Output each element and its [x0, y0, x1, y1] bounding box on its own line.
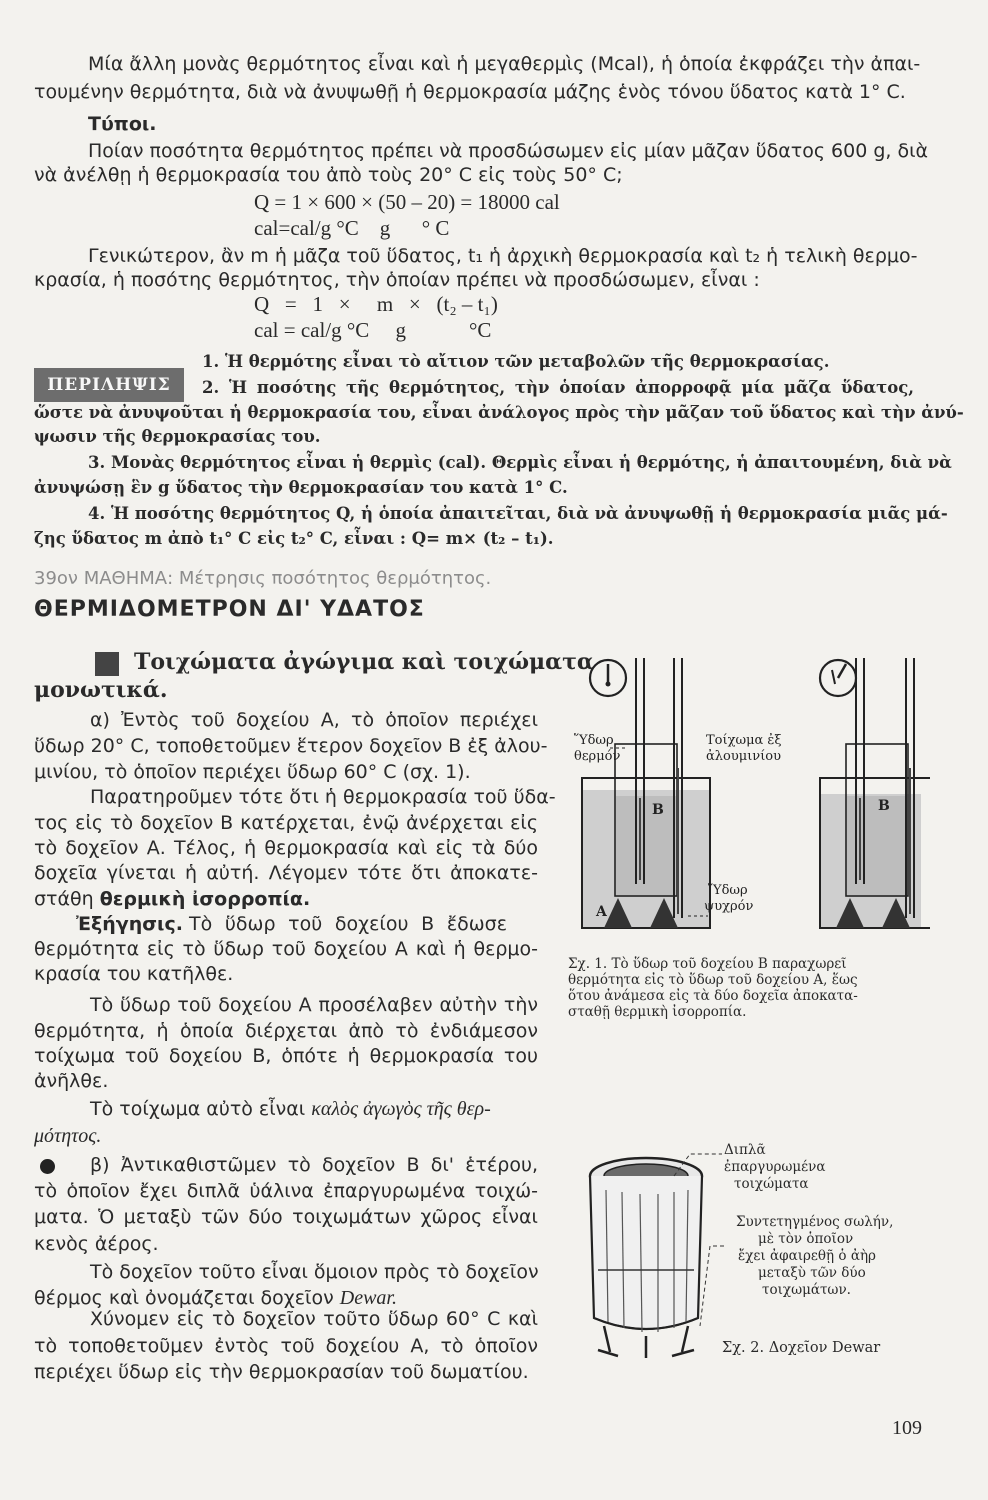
body-b-2: τοίχωμα τοῦ δοχείου Β, ὁπότε ἡ θερμοκρασία του — [34, 1045, 538, 1067]
body-c-0: β) Ἀντικαθιστῶμεν τὸ δοχεῖον Β δι' ἑτέρου, — [90, 1154, 538, 1176]
general-line-1: Γενικώτερον, ἂν m ἡ μᾶζα τοῦ ὕδατος, t₁ ἡ ἀρχικὴ θερμοκρασία καὶ t₂ ἡ τελικὴ θερμο- — [88, 245, 918, 267]
figure-1-caption-0: Σχ. 1. Τὸ ὕδωρ τοῦ δοχείου Β παραχωρεῖ — [568, 956, 847, 972]
example-line-2: νὰ ἀνέλθῃ ἡ θερμοκρασία του ἀπὸ τοὺς 20° C εἰς τοὺς 50° C; — [34, 164, 623, 186]
figure-1-caption-1: θερμότητα εἰς τὸ ὕδωρ τοῦ δοχείου Α, ἕως — [568, 972, 858, 988]
formula-1: Q = 1 × 600 × (50 – 20) = 18000 cal — [254, 190, 560, 214]
fig2-label2-3: μεταξὺ τῶν δύο — [758, 1265, 866, 1281]
container-a-mark: A — [596, 904, 607, 920]
units-1: cal=cal/g °C g ° C — [254, 216, 450, 240]
body-e-0: Χύνομεν εἰς τὸ δοχεῖον τοῦτο ὕδωρ 60° C καὶ — [90, 1308, 538, 1330]
units-2: cal = cal/g °C g °C — [254, 318, 492, 342]
bullet-icon — [40, 1159, 55, 1174]
body-a-2: μινίου, τὸ ὁποῖον περιέχει ὕδωρ 60° C (σχ. 1). — [34, 761, 471, 783]
body-a-5: τὸ δοχεῖον Α. Τέλος, ἡ θερμοκρασία καὶ εἰς τὰ δύο — [34, 837, 538, 859]
label-aluminum-wall-1: Τοίχωμα ἐξ — [706, 733, 782, 748]
conductor-line — [90, 1097, 491, 1121]
subsection-title-1: Τοιχώματα ἀγώγιμα καὶ τοιχώματα — [134, 649, 594, 675]
body-a-0: α) Ἐντὸς τοῦ δοχείου Α, τὸ ὁποῖον περιέχει — [90, 709, 538, 731]
summary-point-2a: 2. Ἡ ποσότης τῆς θερμότητος, τὴν ὁποίαν ἀπορροφᾷ μία μᾶζα ὕδατος, — [202, 378, 914, 397]
explanation-1: θερμότητα εἰς τὸ ὕδωρ τοῦ δοχείου Α καὶ ἡ θερμο- — [34, 938, 538, 960]
summary-banner: ΠΕΡΙΛΗΨΙΣ — [34, 368, 184, 402]
body-a-last-prefix: στάθη — [34, 888, 100, 910]
label-hot-water-1: Ὕδωρ — [574, 733, 614, 748]
figure-1-left-setup — [582, 658, 710, 928]
body-a-3: Παρατηροῦμεν τότε ὅτι ἡ θερμοκρασία τοῦ ὕδα- — [90, 786, 556, 808]
good-conductor-term: καλὸς ἀγωγὸς τῆς θερ- — [311, 1098, 491, 1120]
types-heading: Τύποι. — [88, 113, 157, 135]
figure-1-right-setup — [820, 658, 930, 928]
thermal-equilibrium-term: θερμικὴ ἰσορροπία. — [99, 888, 311, 910]
label-hot-water-2: θερμόν — [574, 749, 621, 764]
fig2-label2-0: Συντετηγμένος σωλήν, — [736, 1214, 894, 1230]
section-marker-icon — [95, 652, 119, 676]
conductor-italic-2: μότητος. — [34, 1125, 102, 1147]
formula-2: Q = 1 × m × (t₂ – t₁) — [254, 292, 498, 316]
explanation-2: κρασία του κατῆλθε. — [34, 963, 234, 985]
body-c-3: κενὸς ἀέρος. — [34, 1233, 159, 1255]
body-c-2: ματα. Ὁ μεταξὺ τῶν δύο τοιχωμάτων χῶρος εἶναι — [34, 1206, 538, 1228]
body-b-0: Τὸ ὕδωρ τοῦ δοχείου Α προσέλαβεν αὐτὴν τὴν — [90, 994, 538, 1016]
summary-point-4b: ζης ὕδατος m ἀπὸ t₁° C εἰς t₂° C, εἶναι : Q= m× (t₂ – t₁). — [34, 529, 554, 548]
fig2-label2-1: μὲ τὸν ὁποῖον — [758, 1231, 854, 1247]
dewar-term: Dewar. — [339, 1287, 397, 1309]
fig2-label2-2: ἔχει ἀφαιρεθῇ ὁ ἀὴρ — [738, 1248, 876, 1264]
explanation-line — [76, 912, 507, 936]
body-d-2-prefix: θέρμος καὶ ὀνομάζεται δοχεῖον — [34, 1287, 340, 1309]
label-cold-water-1: Ὕδωρ — [708, 883, 748, 898]
fig2-label1-0: Διπλᾶ — [724, 1142, 766, 1158]
label-cold-water-2: ψυχρόν — [704, 899, 754, 914]
body-e-1: τὸ τοποθετοῦμεν ἐντὸς τοῦ δοχείου Α, τὸ ὁποῖον — [34, 1335, 538, 1357]
summary-point-2c: ψωσιν τῆς θερμοκρασίας του. — [34, 427, 321, 446]
container-b-mark-right: B — [878, 798, 890, 814]
summary-point-3b: ἀνυψώσῃ ἓν g ὕδατος τὴν θερμοκρασίαν του κατὰ 1° C. — [34, 478, 568, 497]
conductor-prefix: Τὸ τοίχωμα αὐτὸ εἶναι — [90, 1098, 312, 1120]
section-title: ΘΕΡΜΙΔΟΜΕΤΡΟΝ ΔΙ' ΥΔΑΤΟΣ — [34, 597, 425, 622]
example-line-1: Ποίαν ποσότητα θερμότητος πρέπει νὰ προσδώσωμεν εἰς μίαν μᾶζαν ὕδατος 600 g, διὰ — [88, 140, 929, 162]
summary-point-3a: 3. Μονὰς θερμότητος εἶναι ἡ θερμὶς (cal). Θερμὶς εἶναι ἡ θερμότης, ἡ ἀπαιτουμένη, διὰ νὰ — [88, 453, 952, 472]
fig2-label1-1: ἐπαργυρωμένα — [724, 1159, 826, 1175]
body-b-3: ἀνῆλθε. — [34, 1070, 109, 1092]
body-a-last — [34, 887, 310, 911]
body-c-1: τὸ ὁποῖον ἔχει διπλᾶ ὑάλινα ἐπαργυρωμένα τοιχώ- — [34, 1180, 538, 1202]
page-number: 109 — [892, 1417, 922, 1439]
summary-point-1: 1. Ἡ θερμότης εἶναι τὸ αἴτιον τῶν μεταβολῶν τῆς θερμοκρασίας. — [202, 352, 830, 371]
lesson-heading: 39ον ΜΑΘΗΜΑ: Μέτρησις ποσότητος θερμότητος. — [34, 568, 492, 589]
body-b-1: θερμότητα, ἡ ὁποία διέρχεται ἀπὸ τὸ ἐνδιάμεσον — [34, 1020, 538, 1042]
figure-1 — [570, 648, 930, 938]
explanation-label: Ἐξήγησις. — [76, 913, 183, 935]
intro-line-2: τουμένην θερμότητα, διὰ νὰ ἀνυψωθῇ ἡ θερμοκρασία μάζης ἑνὸς τόνου ὕδατος κατὰ 1° C. — [34, 81, 906, 103]
intro-line-1: Μία ἄλλη μονὰς θερμότητος εἶναι καὶ ἡ μεγαθερμὶς (Mcal), ἡ ὁποία ἐκφράζει τὴν ἀπαι- — [88, 53, 921, 75]
subsection-title-2: μονωτικά. — [34, 677, 168, 703]
explanation-0: Τὸ ὕδωρ τοῦ δοχείου Β ἔδωσε — [189, 913, 507, 935]
summary-point-2b: ὥστε νὰ ἀνυψοῦται ἡ θερμοκρασία του, εἶναι ἀνάλογος πρὸς τὴν μᾶζαν τοῦ ὕδατος καὶ τὴν ἀνύ- — [34, 403, 964, 422]
body-e-2: περιέχει ὕδωρ εἰς τὴν θερμοκρασίαν τοῦ δωματίου. — [34, 1361, 529, 1383]
body-a-4: τος εἰς τὸ δοχεῖον Β κατέρχεται, ἐνῷ ἀνέρχεται εἰς — [34, 812, 538, 834]
summary-point-4a: 4. Ἡ ποσότης θερμότητος Q, ἡ ὁποία ἀπαιτεῖται, διὰ νὰ ἀνυψωθῇ ἡ θερμοκρασία μιᾶς μά- — [88, 504, 948, 523]
container-b-mark: B — [652, 802, 664, 818]
body-a-6: δοχεῖα γίνεται ἡ αὐτή. Λέγομεν τότε ὅτι ἀποκατε- — [34, 862, 538, 884]
fig2-label1-2: τοιχώματα — [734, 1176, 809, 1192]
body-d-1: Τὸ δοχεῖον τοῦτο εἶναι ὅμοιον πρὸς τὸ δοχεῖον — [90, 1261, 539, 1283]
general-line-2: κρασία, ἡ ποσότης θερμότητος, τὴν ὁποίαν πρέπει νὰ προσδώσωμεν, εἶναι : — [34, 269, 760, 291]
figure-2-caption: Σχ. 2. Δοχεῖον Dewar — [722, 1340, 881, 1356]
fig2-label2-4: τοιχωμάτων. — [762, 1282, 851, 1298]
body-a-1: ὕδωρ 20° C, τοποθετοῦμεν ἕτερον δοχεῖον Β ἐξ ἀλου- — [34, 735, 548, 757]
label-aluminum-wall-2: ἀλουμινίου — [706, 749, 782, 764]
figure-1-caption-2: ὅτου ἀνάμεσα εἰς τὰ δύο δοχεῖα ἀποκατα- — [568, 988, 858, 1004]
figure-1-caption-3: σταθῇ θερμικὴ ἰσορροπία. — [568, 1004, 747, 1020]
